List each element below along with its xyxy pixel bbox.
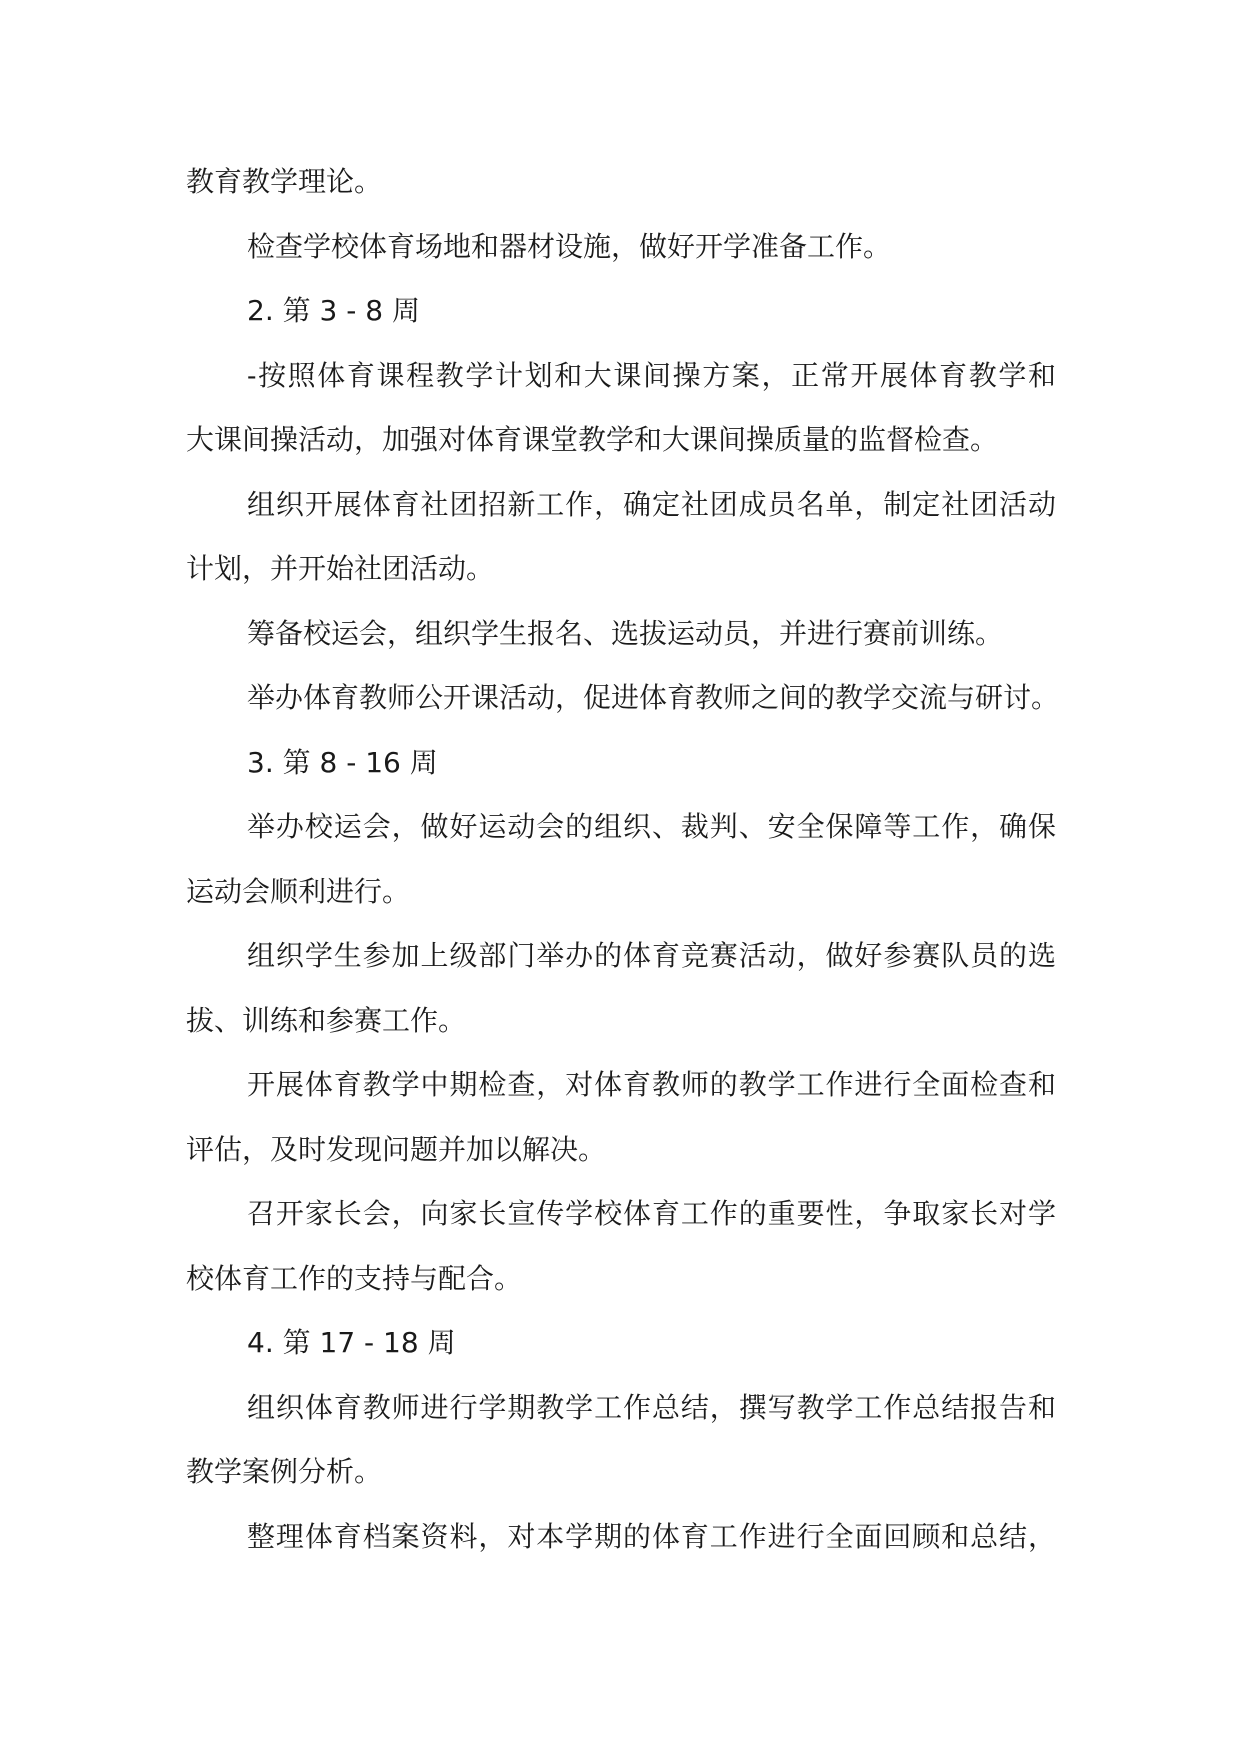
text-line: 筹备校运会，组织学生报名、选拔运动员，并进行赛前训练。 [247, 616, 1004, 650]
text-line: 开展体育教学中期检查，对体育教师的教学工作进行全面检查和 [247, 1068, 1056, 1101]
text-line: 评估，及时发现问题并加以解决。 [186, 1132, 607, 1166]
text-line: 检查学校体育场地和器材设施，做好开学准备工作。 [247, 229, 892, 263]
text-line: 运动会顺利进行。 [186, 874, 411, 908]
text-line: 组织学生参加上级部门举办的体育竞赛活动，做好参赛队员的选 [247, 939, 1056, 972]
text-line: 组织开展体育社团招新工作，确定社团成员名单，制定社团活动 [247, 487, 1056, 521]
text-line: 组织体育教师进行学期教学工作总结，撰写教学工作总结报告和 [247, 1390, 1056, 1424]
text-line: 举办校运会，做好运动会的组织、裁判、安全保障等工作，确保 [247, 810, 1056, 843]
text-line: -按照体育课程教学计划和大课间操方案，正常开展体育教学和 [247, 358, 1056, 392]
section-heading: 3. 第 8 - 16 周 [247, 745, 438, 779]
text-line: 教育教学理论。 [186, 165, 383, 198]
text-line: 整理体育档案资料，对本学期的体育工作进行全面回顾和总结， [247, 1519, 1056, 1553]
text-line: 拔、训练和参赛工作。 [186, 1003, 467, 1037]
section-heading: 4. 第 17 - 18 周 [247, 1326, 456, 1359]
document-body [186, 150, 1060, 1569]
text-line: 校体育工作的支持与配合。 [186, 1261, 523, 1295]
text-line: 召开家长会，向家长宣传学校体育工作的重要性，争取家长对学 [247, 1197, 1056, 1230]
text-line: 大课间操活动，加强对体育课堂教学和大课间操质量的监督检查。 [186, 423, 999, 456]
section-heading: 2. 第 3 - 8 周 [247, 294, 420, 327]
text-line: 计划，并开始社团活动。 [186, 552, 495, 585]
text-line: 教学案例分析。 [186, 1455, 383, 1488]
text-line: 举办体育教师公开课活动，促进体育教师之间的教学交流与研讨。 [247, 681, 1060, 714]
